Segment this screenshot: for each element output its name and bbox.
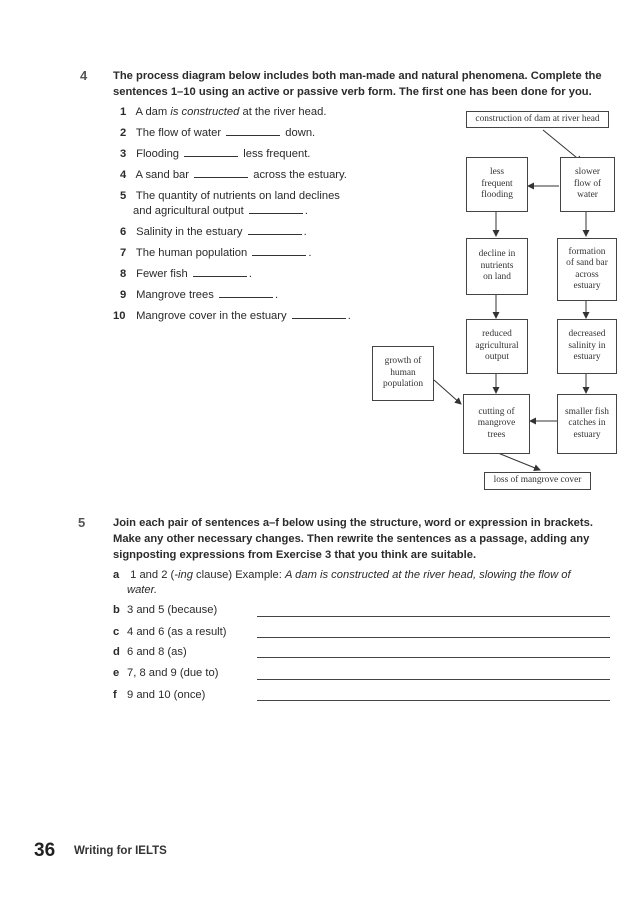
- box-label: on land: [483, 272, 511, 283]
- answer-line-e[interactable]: [257, 679, 610, 680]
- item-text: 6 and 8 (as): [127, 646, 187, 658]
- answer-line-c[interactable]: [257, 637, 610, 638]
- instruction-line-2: sentences 1–10 using an active or passive verb form. The first one has been done for you.: [113, 86, 592, 98]
- box-label: reduced: [482, 329, 512, 340]
- sentence-text: .: [248, 268, 252, 280]
- box-label: catches in: [568, 418, 606, 429]
- item-text: 9 and 10 (once): [127, 689, 206, 701]
- item-c: [113, 625, 227, 640]
- sentence-text: and agricultural output: [133, 205, 247, 217]
- sentence-text: The quantity of nutrients on land declines: [135, 190, 340, 202]
- box-label: salinity in: [568, 340, 606, 351]
- box-label: growth of: [384, 356, 422, 367]
- arrow-population-to-cutting: [434, 380, 461, 404]
- box-loss-mangrove: [484, 472, 591, 490]
- instruction-line-1: Join each pair of sentences a–f below using the structure, word or expression in brackets.: [113, 517, 593, 529]
- sentence-text: Mangrove cover in the estuary: [136, 310, 290, 322]
- box-label: construction of dam at river head: [475, 113, 600, 124]
- exercise-4-number: 4: [80, 68, 88, 83]
- sentence-number: 4: [120, 169, 127, 181]
- box-label: decline in: [478, 249, 516, 260]
- item-letter: e: [113, 667, 120, 679]
- box-label: nutrients: [480, 260, 514, 271]
- item-text: 7, 8 and 9 (due to): [127, 667, 219, 679]
- sentence-text: less frequent.: [240, 148, 311, 160]
- sentence-text: .: [347, 310, 351, 322]
- sentence-text: across the estuary.: [250, 169, 347, 181]
- sentence-number: 10: [113, 310, 126, 322]
- sentence-text: .: [274, 289, 279, 301]
- sentence-text: .: [308, 247, 312, 259]
- box-label: cutting of: [478, 406, 515, 417]
- sentence-text: Mangrove trees: [136, 289, 217, 301]
- box-label: flow of: [573, 178, 602, 189]
- answer-line-f[interactable]: [257, 700, 610, 701]
- item-text: 1 and 2 (: [130, 569, 175, 581]
- box-label: estuary: [573, 429, 601, 440]
- box-decreased-salinity: [557, 319, 617, 374]
- item-e: [113, 666, 218, 681]
- box-label: output: [485, 352, 509, 363]
- box-label: decreased: [568, 329, 606, 340]
- box-label: estuary: [573, 281, 601, 291]
- box-label: human: [390, 367, 416, 378]
- sentence-text: A sand bar: [135, 169, 193, 181]
- box-label: slower: [575, 167, 600, 178]
- instruction-line-3: signposting expressions from Exercise 3 that you think are suitable.: [113, 549, 477, 561]
- sentence-5: 5 The quantity of nutrients on land declines and agricultural output .: [120, 190, 340, 217]
- sentence-number: 7: [120, 247, 127, 259]
- box-less-flooding: [466, 157, 528, 212]
- item-letter: f: [113, 689, 117, 701]
- box-label: trees: [487, 429, 506, 440]
- box-label: agricultural: [475, 340, 519, 351]
- item-letter: a: [113, 569, 120, 581]
- box-label: frequent: [481, 178, 513, 189]
- box-label: across: [575, 269, 599, 280]
- sentence-text: The human population: [135, 247, 251, 259]
- example-text: water.: [127, 584, 158, 596]
- instruction-line-1: The process diagram below includes both man-made and natural phenomena. Complete the: [113, 70, 602, 82]
- box-label: less: [489, 167, 505, 178]
- box-reduced-output: [466, 319, 528, 374]
- item-letter: b: [113, 604, 120, 616]
- item-f: [113, 688, 205, 703]
- answer-line-b[interactable]: [257, 616, 610, 617]
- item-text: clause) Example:: [192, 569, 285, 581]
- item-letter: c: [113, 626, 120, 638]
- item-a: [113, 568, 571, 598]
- item-text: -ing: [174, 569, 193, 581]
- sentence-number: 6: [120, 226, 127, 238]
- sentence-number: 2: [120, 127, 127, 139]
- item-letter: d: [113, 646, 120, 658]
- sentence-number: 9: [120, 289, 127, 301]
- box-slower-flow: [560, 157, 615, 212]
- sentence-text: Flooding: [136, 148, 183, 160]
- sentence-text: Fewer fish: [136, 268, 191, 280]
- box-label: water: [577, 190, 598, 201]
- box-label: estuary: [573, 352, 601, 363]
- box-smaller-fish: [557, 394, 617, 454]
- page-number: 36: [34, 840, 56, 861]
- item-text: 3 and 5 (because): [127, 604, 218, 616]
- box-sand-bar: [557, 238, 617, 301]
- answer-line-d[interactable]: [257, 657, 610, 658]
- box-label: flooding: [481, 190, 513, 201]
- box-label: population: [382, 379, 424, 390]
- sentence-text: down.: [282, 127, 316, 139]
- example-answer: is constructed: [170, 106, 240, 118]
- exercise-5-instructions: [113, 515, 593, 563]
- sentence-text: The flow of water: [135, 127, 225, 139]
- sentence-number: 1: [120, 106, 127, 118]
- box-cutting-mangroves: [463, 394, 530, 454]
- box-label: of sand bar: [566, 258, 608, 268]
- box-label: smaller fish: [564, 406, 609, 417]
- sentence-number: 8: [120, 268, 127, 280]
- item-text: 4 and 6 (as a result): [127, 626, 227, 638]
- item-b: [113, 603, 217, 618]
- instruction-line-2: Make any other necessary changes. Then rewrite the sentences as a passage, adding any: [113, 533, 590, 545]
- box-label: loss of mangrove cover: [493, 475, 582, 486]
- box-population-growth: [372, 346, 434, 401]
- example-text: A dam is constructed at the river head, slowing the flow of: [284, 569, 571, 581]
- sentence-text: at the river head.: [239, 106, 327, 118]
- sentence-number: 5: [120, 190, 127, 202]
- box-decline-nutrients: [466, 238, 528, 295]
- sentence-text: Salinity in the estuary: [136, 226, 246, 238]
- arrow-cutting-to-loss: [498, 453, 540, 470]
- item-d: [113, 645, 187, 660]
- sentence-number: 3: [120, 148, 127, 160]
- box-label: mangrove: [477, 418, 516, 429]
- box-dam-construction: [466, 111, 609, 128]
- exercise-5-number: 5: [78, 515, 86, 530]
- sentence-text: .: [303, 226, 307, 238]
- book-title: Writing for IELTS: [74, 845, 167, 857]
- sentence-text: A dam: [135, 106, 171, 118]
- box-label: formation: [568, 246, 606, 257]
